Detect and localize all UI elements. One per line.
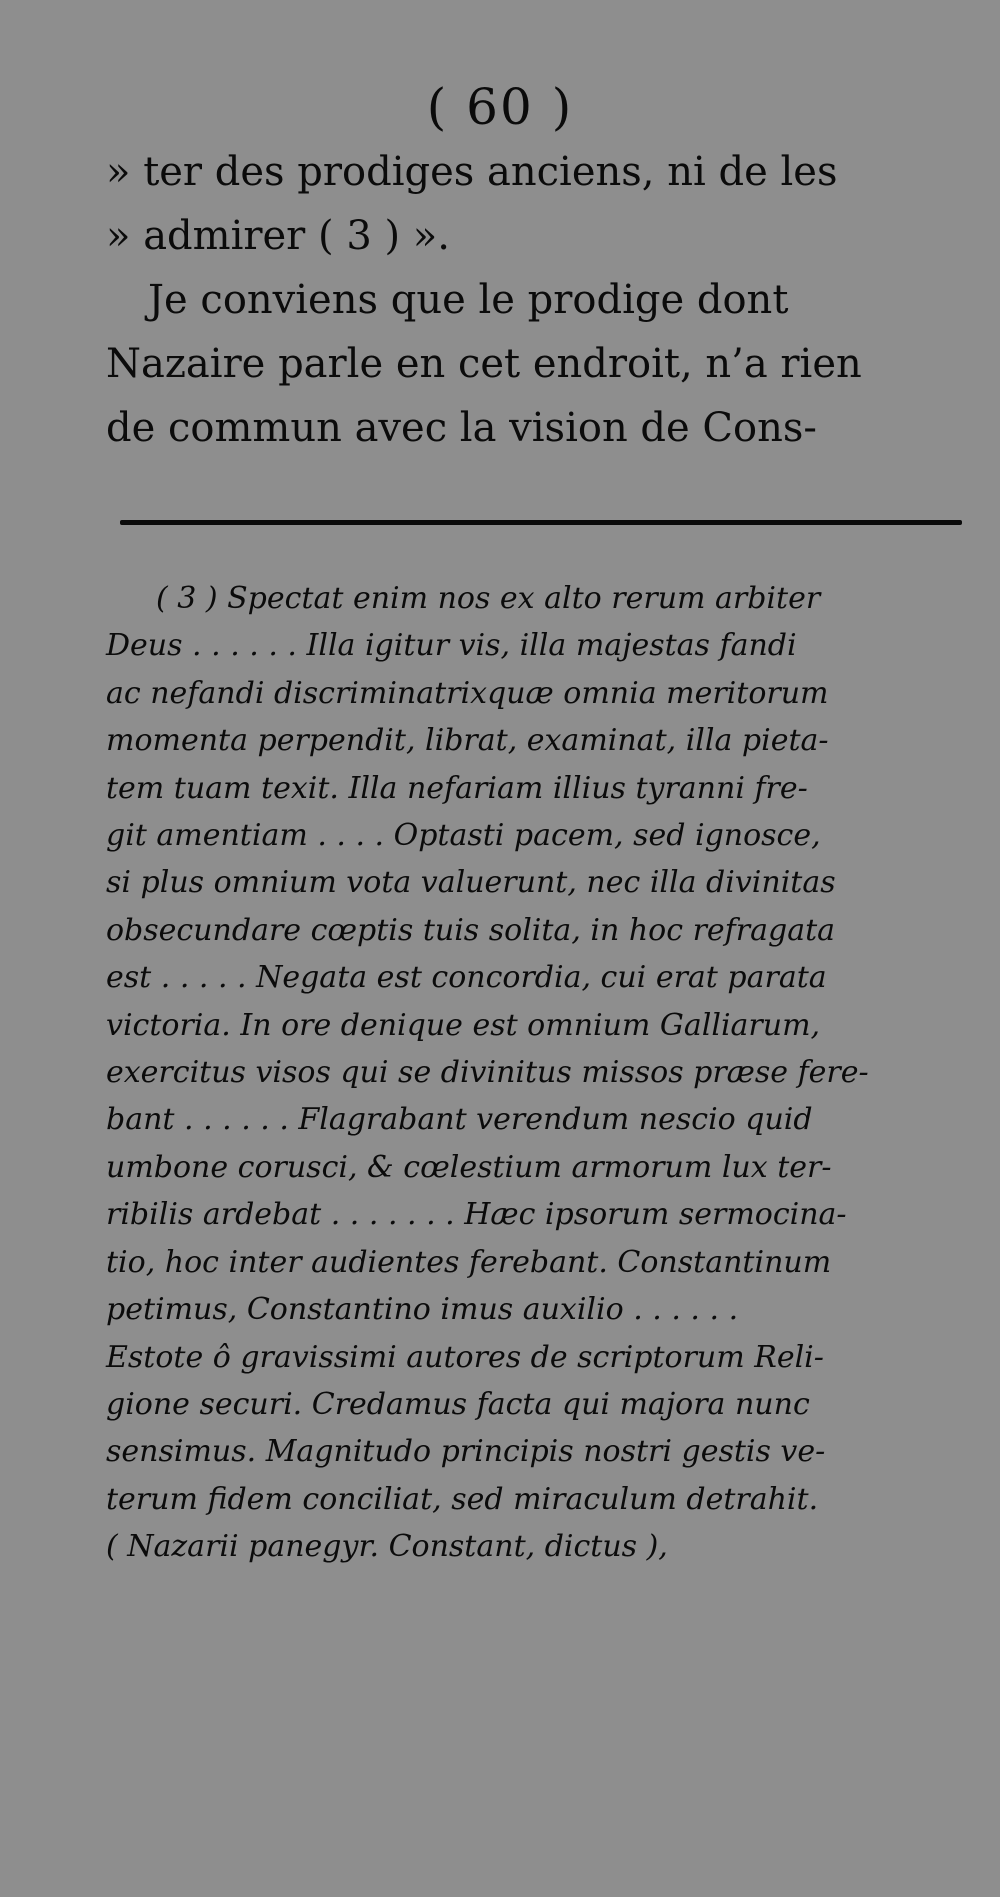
footnote-line: git amentiam . . . . Optasti pacem, sed ignosce,: [106, 818, 821, 854]
main-text-block: [106, 140, 966, 460]
page-number: ( 60 ): [426, 78, 574, 136]
footnote-line: umbone corusci, & cœlestium armorum lux ter-: [106, 1149, 832, 1185]
footnote-line: victoria. In ore denique est omnium Galliarum,: [106, 1007, 821, 1043]
footnote-line: ac nefandi discriminatrixquæ omnia meritorum: [106, 675, 829, 711]
footnote-block: [106, 575, 966, 1571]
footnote-line: tio, hoc inter audientes ferebant. Constantinum: [106, 1244, 832, 1280]
footnote-line: si plus omnium vota valuerunt, nec illa divinitas: [106, 865, 836, 901]
footnote-line: Deus . . . . . . Illa igitur vis, illa majestas fandi: [106, 628, 797, 664]
footnote-line: terum fidem conciliat, sed miraculum detrahit.: [106, 1481, 819, 1517]
footnote-divider: [120, 520, 962, 525]
footnote-line: sensimus. Magnitudo principis nostri gestis ve-: [106, 1434, 826, 1470]
footnote-line: obsecundare cœptis tuis solita, in hoc refragata: [106, 912, 836, 948]
footnote-line: ( 3 ) Spectat enim nos ex alto rerum arbiter: [156, 581, 821, 616]
main-text-line: Je conviens que le prodige dont: [148, 277, 789, 323]
footnote-line: bant . . . . . . Flagrabant verendum nescio quid: [106, 1102, 813, 1138]
footnote-line: petimus, Constantino imus auxilio . . . . . .: [106, 1292, 739, 1328]
footnote-line: Estote ô gravissimi autores de scriptorum Reli-: [106, 1339, 824, 1375]
footnote-line: exercitus visos qui se divinitus missos præse fere-: [106, 1055, 869, 1091]
footnote-line: ribilis ardebat . . . . . . . Hæc ipsorum sermocina-: [106, 1197, 847, 1233]
main-text-line: de commun avec la vision de Cons-: [106, 405, 817, 451]
footnote-line: momenta perpendit, librat, examinat, illa pieta-: [106, 723, 829, 759]
main-text-line: » ter des prodiges anciens, ni de les: [106, 149, 838, 195]
main-text-line: » admirer ( 3 ) ».: [106, 213, 450, 259]
main-text-line: Nazaire parle en cet endroit, n’a rien: [106, 341, 862, 387]
footnote-line: ( Nazarii panegyr. Constant, dictus ),: [106, 1529, 668, 1565]
footnote-line: tem tuam texit. Illa nefariam illius tyranni fre-: [106, 770, 808, 806]
footnote-line: est . . . . . Negata est concordia, cui erat parata: [106, 960, 827, 996]
footnote-line: gione securi. Credamus facta qui majora nunc: [106, 1386, 810, 1422]
